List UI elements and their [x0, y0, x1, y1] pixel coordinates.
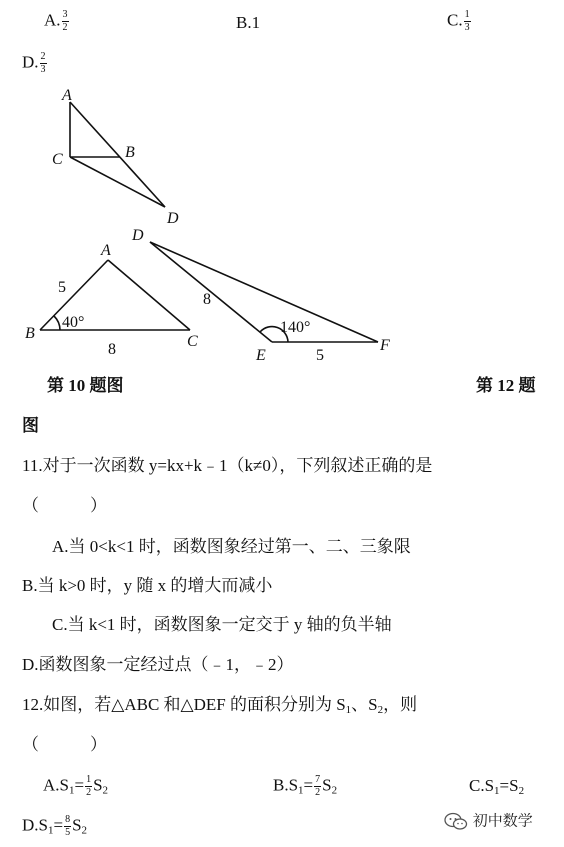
caption-q12: 第 12 题: [476, 376, 536, 395]
angle-e-label: 140°: [280, 319, 311, 336]
figure-q12: [0, 222, 410, 370]
caption-wrap: 图: [22, 416, 39, 435]
length-bc: 8: [108, 341, 116, 358]
wechat-icon: [444, 811, 468, 831]
label-d: D: [167, 210, 179, 227]
figure-q10: [0, 80, 200, 230]
q10-option-d: D. $\frac{2}{3}$: [22, 51, 46, 75]
label-e: E: [256, 347, 266, 364]
label-c: C: [187, 333, 198, 350]
q10-option-b: B.1: [236, 13, 261, 32]
q11-stem: 11.对于一次函数 y=kx+k﹣1（k≠0），下列叙述正确的是: [22, 456, 433, 475]
q12-stem: 12.如图，若△ABC 和△DEF 的面积分别为 $S_1$、$S_2$，则: [22, 695, 418, 716]
fraction: $\frac{3}{2}$: [62, 9, 68, 33]
q11-blank: （ ）: [22, 496, 107, 515]
fraction: $\frac{7}{2}$: [315, 774, 321, 798]
label-a: A: [101, 242, 111, 259]
angle-b-arc: [54, 316, 60, 330]
length-de: 8: [203, 291, 211, 308]
q12-blank: （ ）: [22, 735, 107, 754]
edge-ad: [70, 102, 165, 207]
q12-option-c: $C.S_1=S_2$: [469, 776, 525, 797]
q11-option-c: C.当 k<1 时，函数图象一定交于 y 轴的负半轴: [52, 615, 392, 634]
length-ab: 5: [58, 279, 66, 296]
label-a: A: [62, 87, 72, 104]
label-b: B: [125, 144, 135, 161]
label-d: D: [132, 227, 144, 244]
q12-option-a: $A.S_1=$ $\frac{1}{2}$ $S_2$: [43, 774, 109, 798]
q12-option-d: $D.S_1=$ $\frac{8}{5}$ $S_2$: [22, 814, 88, 838]
watermark-text: 初中数学: [472, 811, 533, 830]
label-b: B: [25, 325, 35, 342]
q10-option-c: C. $\frac{1}{3}$: [447, 9, 470, 33]
length-ef: 5: [316, 347, 324, 364]
q11-option-d: D.函数图象一定经过点（﹣1，﹣2）: [22, 655, 294, 674]
q11-option-b: B.当 k>0 时，y 随 x 的增大而减小: [22, 576, 273, 595]
watermark: [444, 811, 533, 831]
edge-de: [150, 242, 272, 342]
angle-b-label: 40°: [62, 314, 85, 331]
fraction: $\frac{1}{2}$: [86, 774, 92, 798]
fraction: $\frac{8}{5}$: [65, 814, 71, 838]
edge-ac2: [108, 260, 190, 330]
label-c: C: [52, 151, 63, 168]
edge-cd: [70, 157, 165, 207]
q12-option-b: $B.S_1=$ $\frac{7}{2}$ $S_2$: [273, 774, 338, 798]
caption-q10: 第 10 题图: [47, 376, 124, 395]
edge-df: [150, 242, 378, 342]
q11-option-a: A.当 0<k<1 时，函数图象经过第一、二、三象限: [52, 537, 411, 556]
fraction: $\frac{2}{3}$: [40, 51, 46, 75]
q10-option-a: A. $\frac{3}{2}$: [44, 9, 68, 33]
fraction: $\frac{1}{3}$: [464, 9, 470, 33]
label-f: F: [380, 337, 390, 354]
